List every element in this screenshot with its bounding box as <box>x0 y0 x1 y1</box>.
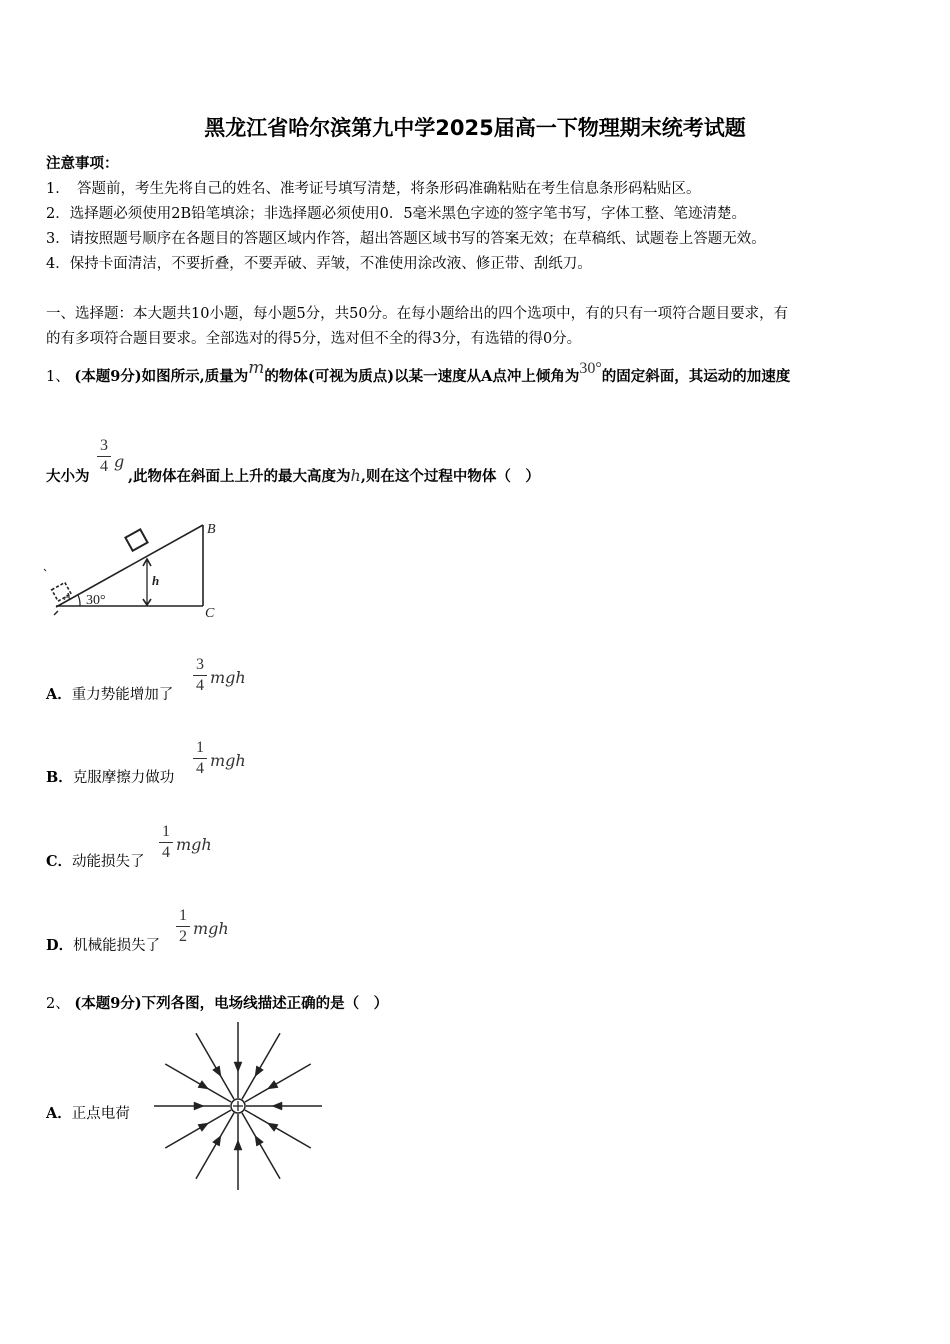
label-c: C <box>205 606 215 621</box>
q1-option-c-label: C． <box>46 853 73 870</box>
q1-option-a-fraction <box>193 656 207 695</box>
field-arrowhead <box>194 1102 204 1110</box>
q1-option-b <box>46 766 174 787</box>
field-line <box>165 1110 231 1148</box>
notice-heading: 注意事项： <box>46 155 119 172</box>
field-arrowhead <box>255 1066 263 1077</box>
q1-acc-num: 3 <box>100 437 108 454</box>
field-arrowhead <box>213 1135 221 1146</box>
q2-score: (本题9分) <box>74 995 142 1012</box>
field-arrowhead <box>272 1102 282 1110</box>
q2-line <box>46 992 388 1013</box>
label-h: h <box>152 573 160 588</box>
q1-text-e: 大小为 <box>46 468 90 485</box>
notice-item-4: 4．保持卡面清洁，不要折叠，不要弄破、弄皱，不准使用涂改液、修正带、刮纸刀。 <box>46 256 592 272</box>
field-line <box>165 1064 231 1102</box>
q1-option-c-den: 4 <box>162 844 170 861</box>
q1-option-d <box>46 934 160 955</box>
q1-option-d-label: D． <box>46 937 74 954</box>
q1-h-symbol: h <box>350 466 361 485</box>
q1-option-d-num: 1 <box>179 907 187 924</box>
q2-option-a-label: A． <box>46 1105 72 1122</box>
q1-option-a-den: 4 <box>196 677 204 694</box>
q1-option-c-text: 动能损失了 <box>72 854 145 870</box>
q1-option-d-den: 2 <box>179 928 187 945</box>
q1-acc-fraction <box>97 437 111 476</box>
q1-g-symbol: g <box>114 452 125 471</box>
q1-text-b: 的物体(可视为质点)以某一速度从 <box>264 368 482 385</box>
q1-line-2 <box>128 465 540 486</box>
q2-option-a <box>46 1102 130 1123</box>
q1-option-b-num: 1 <box>196 739 204 756</box>
field-arrowhead <box>267 1123 278 1131</box>
q1-option-a-tail: mgh <box>210 668 246 687</box>
field-arrowhead <box>234 1062 242 1072</box>
field-line <box>245 1110 311 1148</box>
q1-option-d-fraction <box>176 907 190 946</box>
field-line <box>196 1113 234 1179</box>
q1-text-f: ,此物体在斜面上上升的最大高度为 <box>128 468 351 485</box>
q1-option-b-den: 4 <box>196 760 204 777</box>
field-arrowhead <box>255 1135 263 1146</box>
q1-text-d: 的固定斜面，其运动的加速度 <box>601 368 791 385</box>
field-arrowhead <box>213 1066 221 1077</box>
q1-option-b-fraction <box>193 739 207 778</box>
q1-point-a: A <box>481 368 493 385</box>
page-title: 黑龙江省哈尔滨第九中学2025届高一下物理期末统考试题 <box>204 116 746 140</box>
field-line <box>245 1064 311 1102</box>
q1-option-a-text: 重力势能增加了 <box>71 687 174 703</box>
q1-acc-den: 4 <box>100 458 108 475</box>
section-line-1: 一、选择题：本大题共10小题，每小题5分，共50分。在每小题给出的四个选项中，有的只有一项符合题目要求，有 <box>46 306 789 322</box>
field-arrowhead <box>198 1123 209 1131</box>
q2-option-a-text: 正点电荷 <box>71 1106 130 1122</box>
q1-option-c-tail: mgh <box>176 835 212 854</box>
q1-option-b-text: 克服摩擦力做功 <box>72 770 175 786</box>
q1-option-c-num: 1 <box>162 823 170 840</box>
field-line-figure <box>150 1020 330 1192</box>
angle-arc <box>78 595 80 606</box>
q1-option-c <box>46 850 145 871</box>
q1-text-c: 点冲上倾角为 <box>492 368 580 385</box>
field-line <box>242 1113 280 1179</box>
q1-option-a-label: A． <box>46 686 72 703</box>
mark-dot <box>44 569 46 571</box>
q1-option-b-label: B． <box>46 769 73 786</box>
field-line <box>196 1033 234 1099</box>
q2-number: 2、 <box>46 996 70 1012</box>
q1-line-1 <box>46 358 791 386</box>
field-arrowhead <box>234 1140 242 1150</box>
block-on-incline <box>125 529 147 550</box>
q1-number: 1、 <box>46 369 70 385</box>
label-a: A <box>64 591 71 603</box>
q1-option-d-tail: mgh <box>193 919 229 938</box>
q1-option-a <box>46 683 173 704</box>
q1-score: (本题9分) <box>74 368 142 385</box>
label-angle: 30° <box>86 593 106 608</box>
q1-option-a-num: 3 <box>196 656 204 673</box>
q1-option-b-tail: mgh <box>210 751 246 770</box>
q1-option-d-text: 机械能损失了 <box>73 938 161 954</box>
q1-option-c-fraction <box>159 823 173 862</box>
section-line-2: 的有多项符合题目要求。全部选对的得5分，选对但不全的得3分，有选错的得0分。 <box>46 331 582 347</box>
notice-item-3: 3．请按照题号顺序在各题目的答题区域内作答，超出答题区域书写的答案无效；在草稿纸、试题卷上答题无效。 <box>46 231 766 247</box>
q1-mass-symbol: m <box>248 358 265 378</box>
field-line <box>242 1033 280 1099</box>
notice-item-1: 1． 答题前，考生先将自己的姓名、准考证号填写清楚，将条形码准确粘贴在考生信息条形码粘贴区。 <box>46 181 701 197</box>
q2-text: 下列各图，电场线描述正确的是（ ） <box>141 995 389 1012</box>
incline-figure <box>40 515 230 625</box>
label-b: B <box>207 522 216 537</box>
notice-item-2: 2．选择题必须使用2B铅笔填涂；非选择题必须使用0．5毫米黑色字迹的签字笔书写，字体工整、笔迹清楚。 <box>46 206 747 222</box>
q1-text-a: 如图所示,质量为 <box>141 368 249 385</box>
foot-mark <box>54 611 58 615</box>
q1-text-g: ,则在这个过程中物体（ ） <box>360 468 540 485</box>
field-arrowhead <box>198 1081 209 1089</box>
field-arrowhead <box>267 1081 278 1089</box>
q1-angle: 30° <box>579 360 602 377</box>
